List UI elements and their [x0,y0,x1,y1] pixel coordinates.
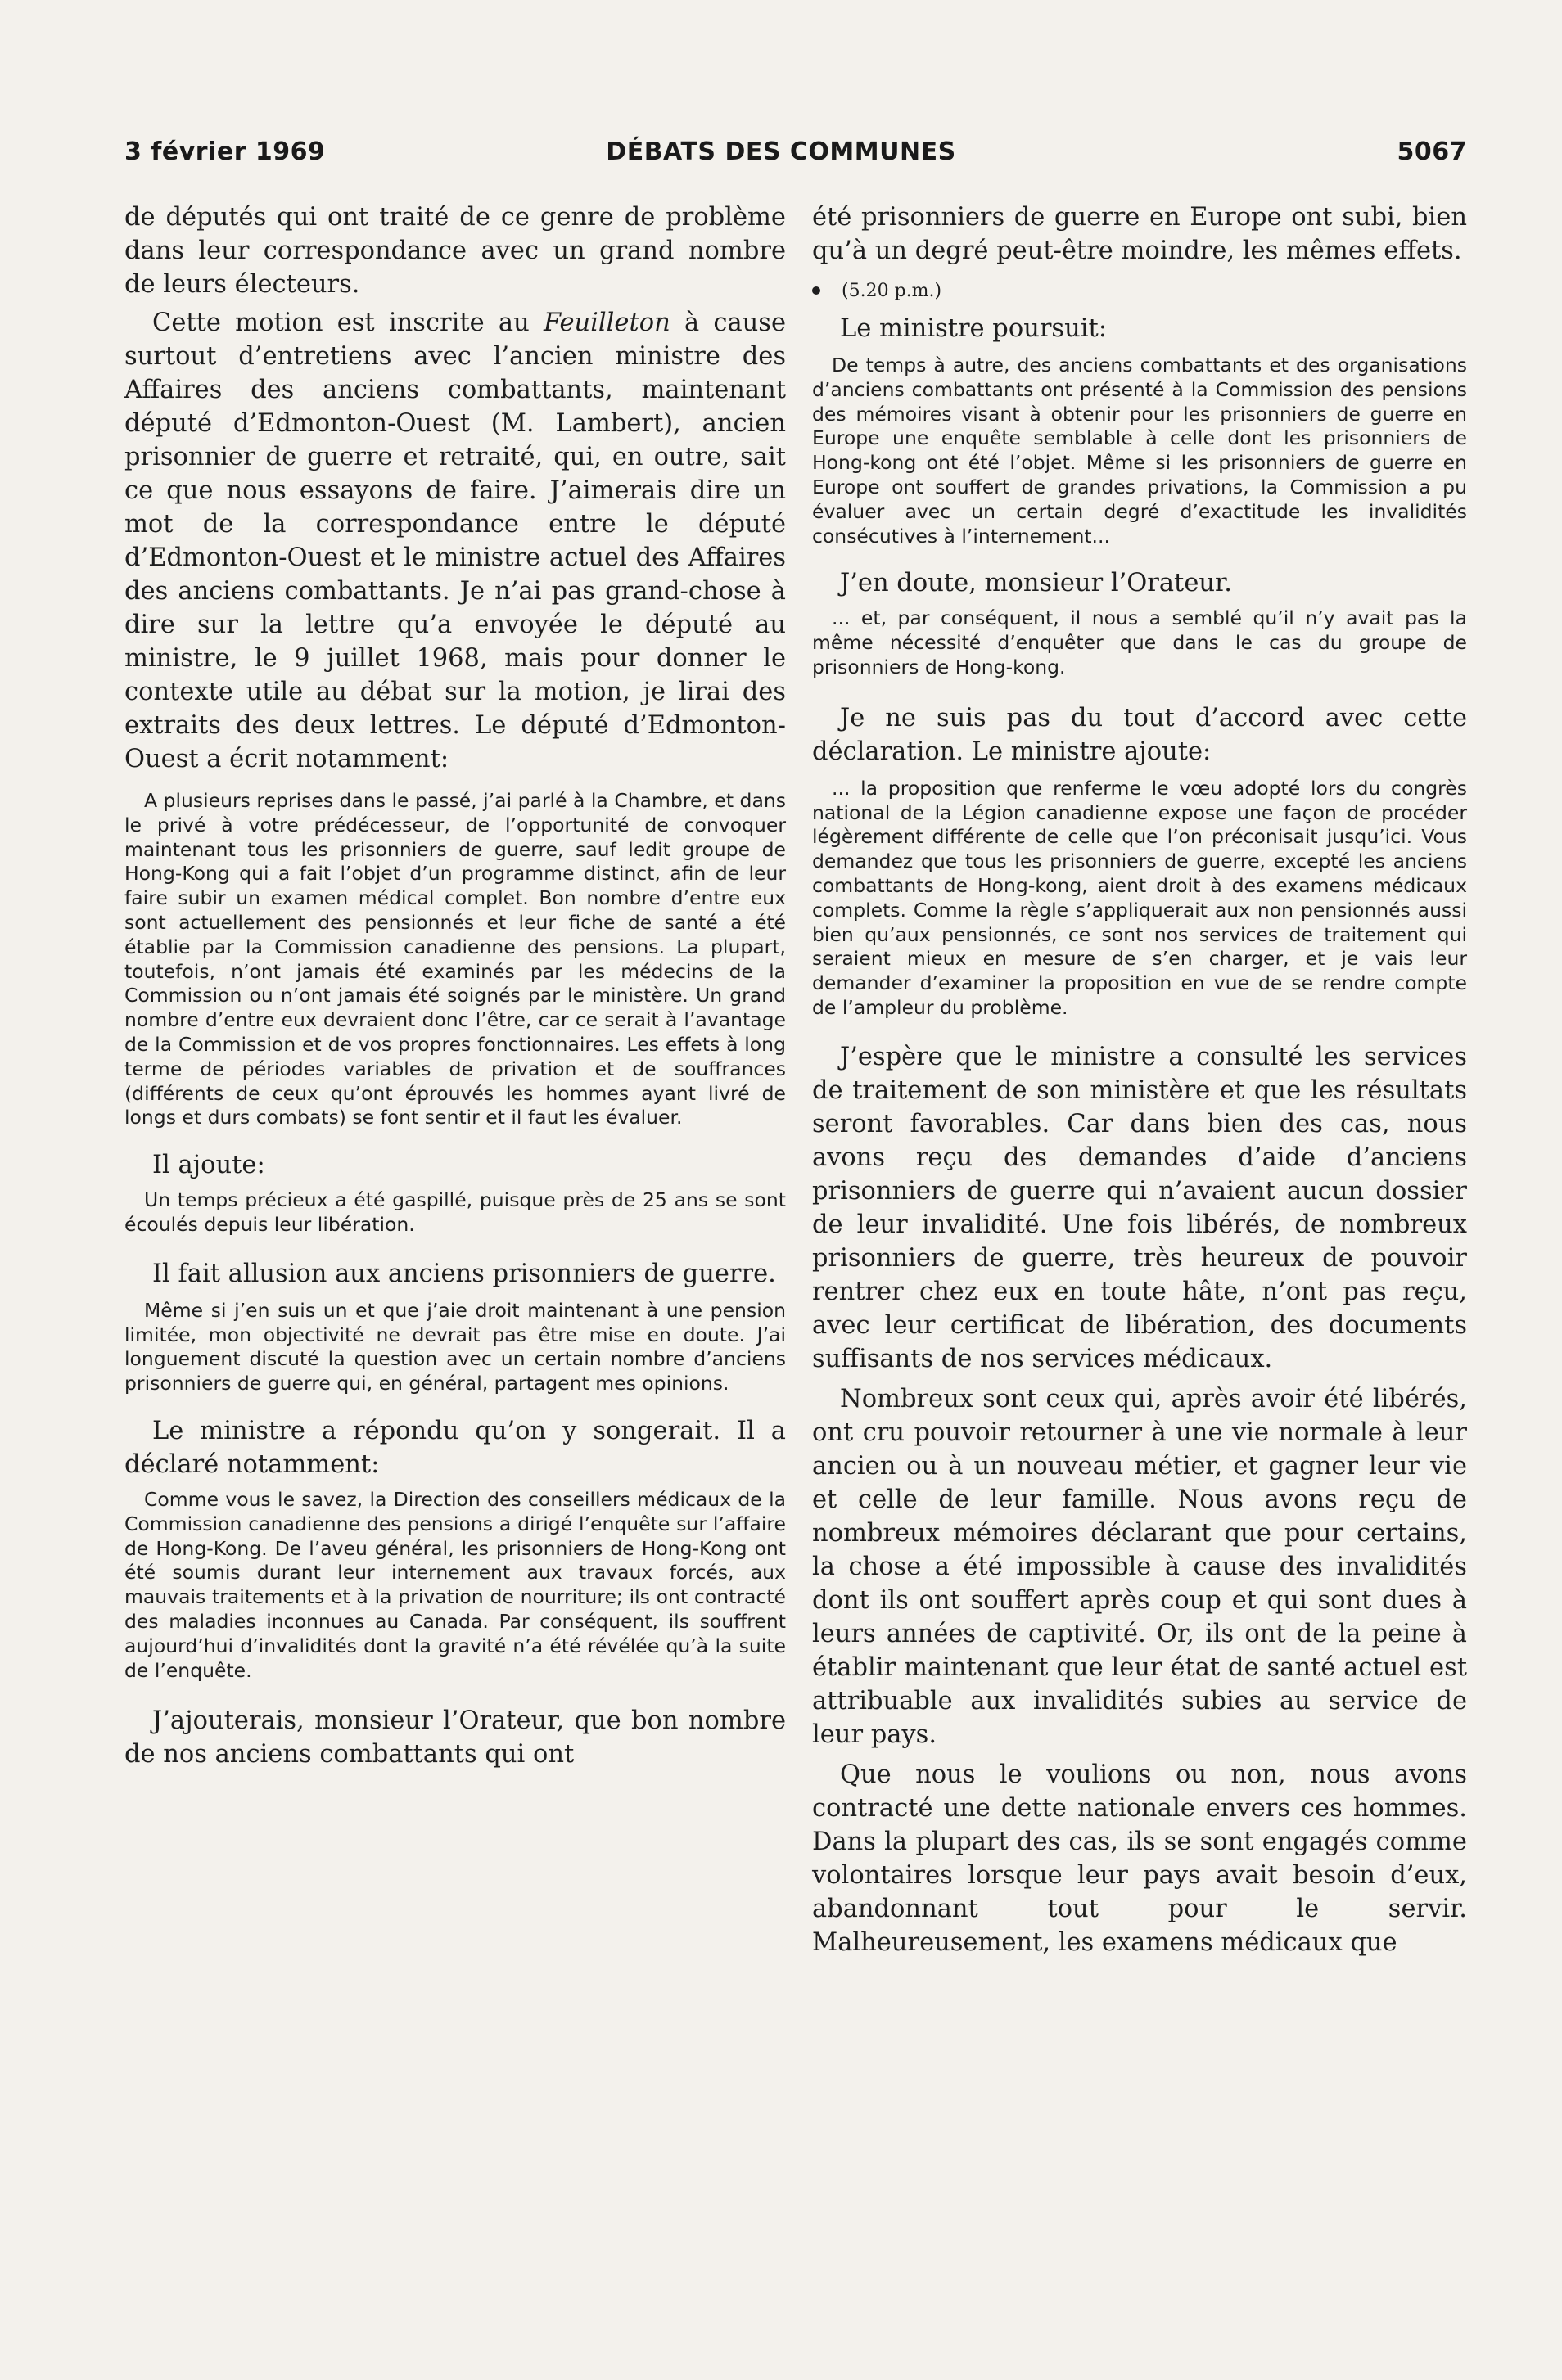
block-quote: De temps à autre, des anciens combattants et des organisations d’anciens combattants ont présenté à la Commission des pensions des mémoires visant à obtenir pour les prisonniers de guerre en Europe une enquête semblable à celle dont les prisonniers de Hong-kong ont été l’objet. Même si les prisonniers de guerre en Europe ont souffert de grandes privations, la Commission a pu évaluer avec un certain degré d’exactitude les invalidités consécutives à l’internement... [812,354,1467,548]
page-date: 3 février 1969 [124,137,326,166]
running-title: DÉBATS DES COMMUNES [606,137,956,166]
text-run: à cause surtout d’entretiens avec l’ancien ministre des Affaires des anciens combattants, maintenant député d’Edmonton-Ouest (M. Lambert), ancien prisonnier de guerre et retraité, qui, en outre, sait ce que nous essayons de faire. J’aimerais dire un mot de la correspondance entre le député d’Edmonton-Ouest et le ministre actuel des Affaires des anciens combattants. Je n’ai pas grand-chose à dire sur la lettre qu’a envoyée le député au ministre, le 9 juillet 1968, mais pour donner le contexte utile au débat sur la motion, je lirai des extraits des deux lettres. Le député d’Edmonton-Ouest a écrit notamment: [124,309,786,773]
block-quote: Même si j’en suis un et que j’aie droit maintenant à une pension limitée, mon objectivité ne devrait pas être mise en doute. J’ai longuement discuté la question avec un certain nombre d’anciens prisonniers de guerre qui, en général, partagent mes opinions. [124,1298,786,1395]
right-column [812,201,1467,1959]
paragraph: J’en doute, monsieur l’Orateur. [840,569,1232,598]
block-quote: ... et, par conséquent, il nous a semblé qu’il n’y avait pas la même nécessité d’enquêter que dans le cas du groupe de prisonniers de Hong-kong. [812,606,1467,678]
block-quote: Comme vous le savez, la Direction des conseillers médicaux de la Commission canadienne des pensions a dirigé l’enquête sur l’affaire de Hong-Kong. De l’aveu général, les prisonniers de Hong-Kong ont été soumis durant leur internement aux travaux forcés, aux mauvais traitements et à la privation de nourriture; ils ont contracté des maladies inconnues au Canada. Par conséquent, ils souffrent aujourd’hui d’invalidités dont la gravité n’a été révélée qu’à la suite de l’enquête. [124,1487,786,1682]
paragraph: Il ajoute: [152,1151,265,1180]
paragraph: J’ajouterais, monsieur l’Orateur, que bon nombre de nos anciens combattants qui ont [124,1706,786,1769]
paragraph: Nombreux sont ceux qui, après avoir été libérés, ont cru pouvoir retourner à une vie normale à leur ancien ou à un nouveau métier, et gagner leur vie et celle de leur famille. Nous avons reçu de nombreux mémoires déclarant que pour certains, la chose a été impossible à cause des invalidités dont ils ont souffert après coup et qui sont dues à leurs années de captivité. Or, ils ont de la peine à établir maintenant que leur état de santé actuel est attribuable aux invalidités subies au service de leur pays. [812,1384,1467,1749]
time-stamp-text: (5.20 p.m.) [842,281,942,301]
page-number: 5067 [1397,137,1467,166]
bullet-icon [812,286,820,295]
text-run: Cette motion est inscrite au [152,309,544,337]
block-quote: ... la proposition que renferme le vœu adopté lors du congrès national de la Légion canadienne expose une façon de procéder légèrement différente de celle que l’on préconisait jusqu’ici. Vous demandez que tous les prisonniers de guerre, excepté les anciens combattants de Hong-kong, aient droit à des examens médicaux complets. Comme la règle s’appliquerait aux non pensionnés aussi bien qu’aux pensionnés, ce sont nos services de traitement qui seraient mieux en mesure de s’en charger, et je vais leur demander d’examiner la proposition en vue de se rendre compte de l’ampleur du problème. [812,776,1467,1019]
paragraph: Que nous le voulions ou non, nous avons contracté une dette nationale envers ces hommes. Dans la plupart des cas, ils se sont engagés comme volontaires lorsque leur pays avait besoin d’eux, abandonnant tout pour le servir. Malheureusement, les examens médicaux que [812,1760,1467,1957]
paragraph: Le ministre a répondu qu’on y songerait. Il a déclaré notamment: [124,1416,786,1479]
block-quote: A plusieurs reprises dans le passé, j’ai parlé à la Chambre, et dans le privé à votre prédécesseur, de l’opportunité de convoquer maintenant tous les prisonniers de guerre, sauf ledit groupe de Hong-Kong qui a fait l’objet d’un programme distinct, afin de leur faire subir un examen médical complet. Bon nombre d’entre eux sont actuellement des pensionnés et leur fiche de santé a été établie par la Commission canadienne des pensions. La plupart, toutefois, n’ont jamais été examinés par les médecins de la Commission ou n’ont jamais été soignés par le ministère. Un grand nombre d’entre eux devraient donc l’être, car ce serait à l’avantage de la Commission et de vos propres fonctionnaires. Les effets à long terme de périodes variables de privation et de souffrances (différents de ceux qu’ont éprouvés les hommes ayant livré de longs et durs combats) se font sentir et il faut les évaluer. [124,789,786,1129]
paragraph: J’espère que le ministre a consulté les services de traitement de son ministère et que les résultats seront favorables. Car dans bien des cas, nous avons reçu des demandes d’aide d’anciens prisonniers de guerre qui n’avaient aucun dossier de leur invalidité. Une fois libérés, de nombreux prisonniers de guerre, très heureux de pouvoir rentrer chez eux en toute hâte, n’ont pas reçu, avec leur certificat de libération, des documents suffisants de nos services médicaux. [812,1042,1467,1373]
italic-text: Feuilleton [543,309,670,337]
paragraph: été prisonniers de guerre en Europe ont subi, bien qu’à un degré peut-être moindre, les mêmes effets. [812,203,1467,265]
paragraph: Le ministre poursuit: [840,314,1107,343]
paragraph: Je ne suis pas du tout d’accord avec cette déclaration. Le ministre ajoute: [812,703,1467,766]
paragraph: de députés qui ont traité de ce genre de problème dans leur correspondance avec un grand nombre de leurs électeurs. [124,203,786,299]
paragraph [124,306,786,776]
left-column [124,201,786,1771]
time-stamp [812,279,1467,304]
paragraph: Il fait allusion aux anciens prisonniers de guerre. [152,1259,776,1288]
block-quote: Un temps précieux a été gaspillé, puisque près de 25 ans se sont écoulés depuis leur libération. [124,1188,786,1236]
